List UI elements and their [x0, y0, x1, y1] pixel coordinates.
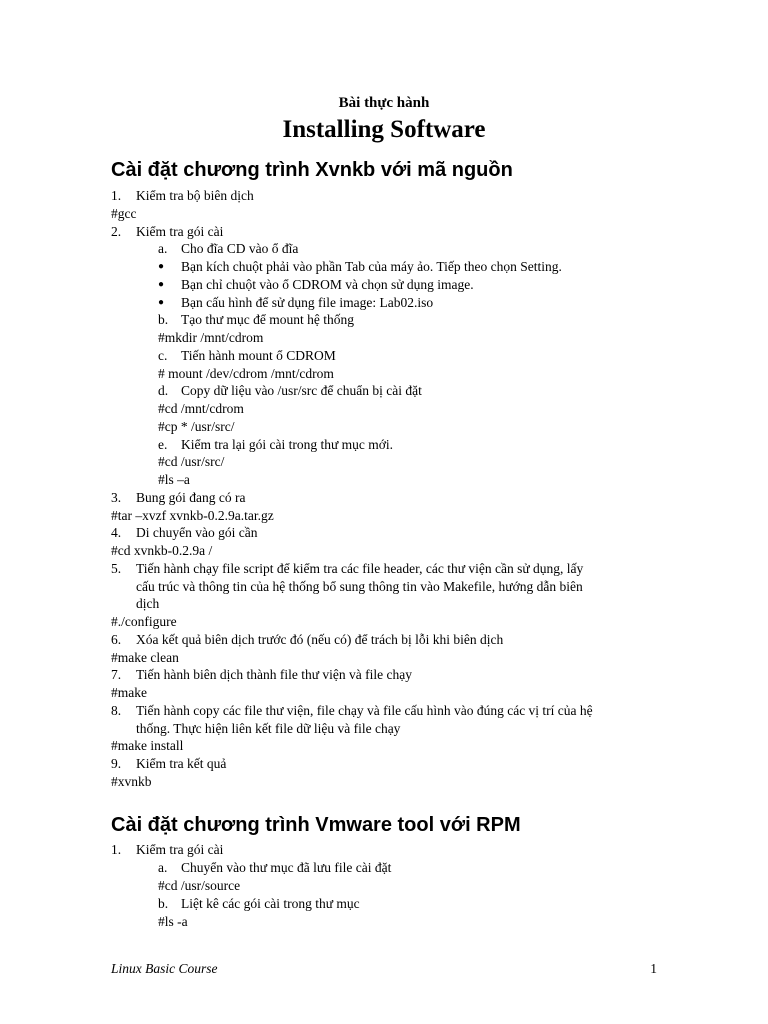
- list-line: [0, 276, 768, 294]
- item-number: 9.: [111, 756, 122, 771]
- subitem-letter: d.: [158, 383, 169, 398]
- subitem-letter: c.: [158, 348, 168, 363]
- command-text: #cd /usr/src/: [158, 454, 225, 469]
- item-number: 1.: [111, 188, 122, 203]
- list-line: [0, 223, 768, 241]
- list-line: [0, 311, 768, 329]
- item-text: Kiểm tra bộ biên dịch: [136, 188, 254, 203]
- section-heading: Cài đặt chương trình Xvnkb với mã nguồn: [111, 159, 513, 181]
- command-text: #mkdir /mnt/cdrom: [158, 330, 264, 345]
- subitem-text: Copy dữ liệu vào /usr/src để chuẩn bị cài đặt: [181, 383, 422, 398]
- subitem-text: Liệt kê các gói cài trong thư mục: [181, 896, 360, 911]
- command-text: # mount /dev/cdrom /mnt/cdrom: [158, 366, 334, 381]
- list-line: [0, 913, 768, 931]
- section-heading: Cài đặt chương trình Vmware tool với RPM: [111, 814, 521, 836]
- command-text: #tar –xvzf xvnkb-0.2.9a.tar.gz: [111, 508, 274, 523]
- subitem-letter: a.: [158, 860, 168, 875]
- command-text: #cp * /usr/src/: [158, 419, 235, 434]
- subitem-letter: e.: [158, 437, 168, 452]
- subitem-letter: b.: [158, 312, 169, 327]
- list-line: [0, 877, 768, 895]
- item-text: Kiểm tra gói cài: [136, 842, 224, 857]
- list-line: [0, 684, 768, 702]
- item-number: 6.: [111, 632, 122, 647]
- list-line: [0, 436, 768, 454]
- list-line: [0, 578, 768, 596]
- item-number: 4.: [111, 525, 122, 540]
- command-text: #make: [111, 685, 147, 700]
- list-line: [0, 895, 768, 913]
- list-line: [0, 507, 768, 525]
- list-line: [0, 560, 768, 578]
- subitem-text: Chuyển vào thư mục đã lưu file cài đặt: [181, 860, 392, 875]
- item-text: Di chuyển vào gói cần: [136, 525, 258, 540]
- item-text: Tiến hành biên dịch thành file thư viện và file chạy: [136, 667, 412, 682]
- list-line: [0, 187, 768, 205]
- subitem-text: Kiểm tra lại gói cài trong thư mục mới.: [181, 437, 394, 452]
- command-text: #ls -a: [158, 914, 188, 929]
- list-line: [0, 542, 768, 560]
- command-text: #make clean: [111, 650, 179, 665]
- list-line: [0, 524, 768, 542]
- command-text: #cd /mnt/cdrom: [158, 401, 244, 416]
- list-line: [0, 400, 768, 418]
- command-text: #ls –a: [158, 472, 190, 487]
- document-subtitle: Bài thực hành: [338, 95, 430, 111]
- list-line: [0, 240, 768, 258]
- bullet-text: Bạn chỉ chuột vào ổ CDROM và chọn sử dụng image.: [181, 277, 474, 292]
- subitem-text: Cho đĩa CD vào ổ đĩa: [181, 241, 299, 256]
- list-line: [0, 841, 768, 859]
- item-text-continued: dịch: [136, 596, 160, 611]
- bullet-text: Bạn cấu hình để sử dụng file image: Lab02.iso: [181, 295, 434, 310]
- list-line: [0, 755, 768, 773]
- list-line: [0, 418, 768, 436]
- list-line: [0, 329, 768, 347]
- item-text-continued: thống. Thực hiện liên kết file dữ liệu và file chạy: [136, 721, 401, 736]
- subitem-letter: b.: [158, 896, 169, 911]
- list-line: [0, 471, 768, 489]
- footer-page-number: 1: [650, 961, 657, 976]
- command-text: #cd xvnkb-0.2.9a /: [111, 543, 213, 558]
- item-text: Tiến hành copy các file thư viện, file chạy và file cấu hình vào đúng các vị trí của hệ: [136, 703, 593, 718]
- item-text: Xóa kết quả biên dịch trước đó (nếu có) để trách bị lỗi khi biên dịch: [136, 632, 504, 647]
- list-line: [0, 294, 768, 312]
- list-line: [0, 258, 768, 276]
- list-line: [0, 489, 768, 507]
- subitem-letter: a.: [158, 241, 168, 256]
- item-text: Bung gói đang có ra: [136, 490, 246, 505]
- bullet-icon: ●: [158, 261, 165, 272]
- footer-course-name: Linux Basic Course: [111, 961, 218, 976]
- list-line: [0, 859, 768, 877]
- list-line: [0, 365, 768, 383]
- command-text: #./configure: [111, 614, 177, 629]
- list-line: [0, 205, 768, 223]
- list-line: [0, 382, 768, 400]
- item-number: 3.: [111, 490, 122, 505]
- item-text: Kiểm tra kết quả: [136, 756, 227, 771]
- list-line: [0, 666, 768, 684]
- item-text: Kiểm tra gói cài: [136, 224, 224, 239]
- list-line: [0, 702, 768, 720]
- command-text: #make install: [111, 738, 184, 753]
- list-line: [0, 773, 768, 791]
- list-line: [0, 737, 768, 755]
- command-text: #cd /usr/source: [158, 878, 241, 893]
- command-text: #xvnkb: [111, 774, 152, 789]
- item-text: Tiến hành chạy file script để kiểm tra các file header, các thư viện cần sử dụng, lấy: [136, 561, 584, 576]
- list-line: [0, 613, 768, 631]
- list-line: [0, 649, 768, 667]
- list-line: [0, 453, 768, 471]
- document-title: Installing Software: [282, 116, 486, 143]
- subitem-text: Tiến hành mount ổ CDROM: [181, 348, 336, 363]
- item-text-continued: cấu trúc và thông tin của hệ thống bổ sung thông tin vào Makefile, hướng dẫn biên: [136, 579, 583, 594]
- list-line: [0, 631, 768, 649]
- item-number: 7.: [111, 667, 122, 682]
- list-line: [0, 720, 768, 738]
- item-number: 5.: [111, 561, 122, 576]
- command-text: #gcc: [111, 206, 137, 221]
- bullet-icon: ●: [158, 279, 165, 290]
- item-number: 8.: [111, 703, 122, 718]
- subitem-text: Tạo thư mục để mount hệ thống: [181, 312, 355, 327]
- bullet-icon: ●: [158, 297, 165, 308]
- item-number: 1.: [111, 842, 122, 857]
- bullet-text: Bạn kích chuột phải vào phần Tab của máy ảo. Tiếp theo chọn Setting.: [181, 259, 562, 274]
- list-line: [0, 595, 768, 613]
- item-number: 2.: [111, 224, 122, 239]
- list-line: [0, 347, 768, 365]
